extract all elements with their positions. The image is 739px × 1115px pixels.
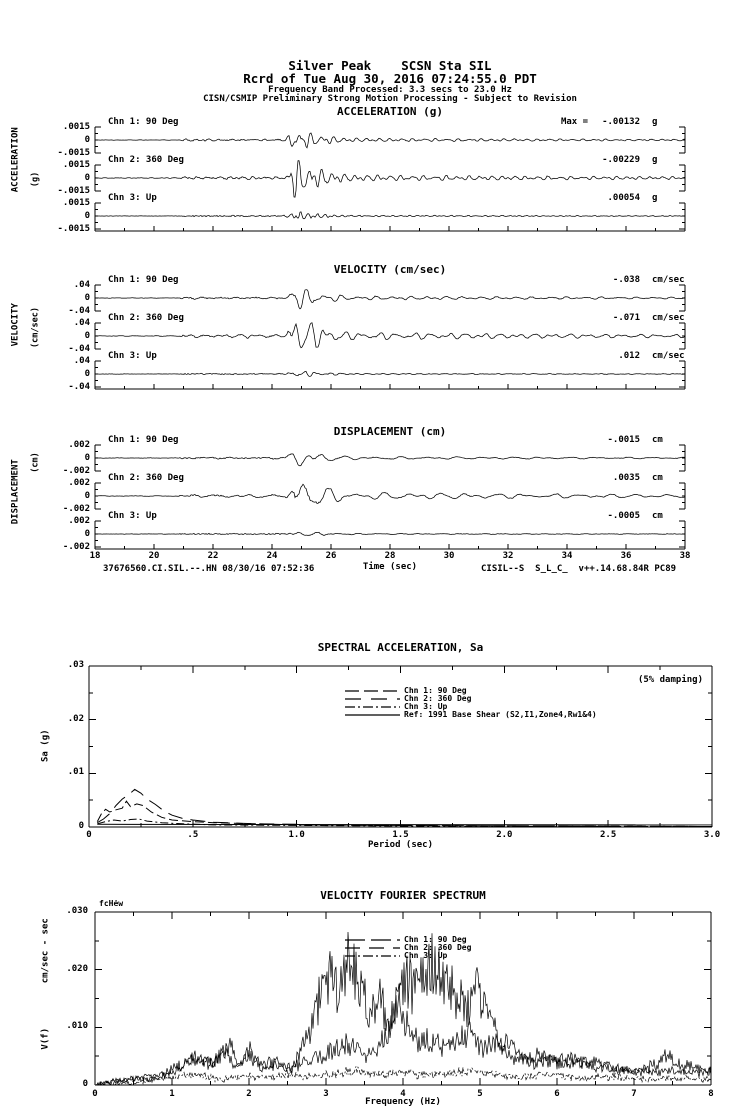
ytick-label: .04 <box>73 318 90 328</box>
ytick-label: .002 <box>68 516 90 526</box>
time-axis-label: Time (sec) <box>362 562 418 572</box>
timeseries-group-title: VELOCITY (cm/sec) <box>333 263 447 276</box>
channel-label: Chn 2: 360 Deg <box>108 313 184 323</box>
max-value <box>470 194 640 203</box>
time-tick-label: 28 <box>384 551 396 561</box>
sa-ytick-label: .02 <box>67 713 84 724</box>
time-tick-label: 22 <box>207 551 219 561</box>
ytick-label: 0 <box>84 211 90 221</box>
waveform-velocity-time-series-ch1 <box>95 290 685 309</box>
max-number: -.0005 <box>607 511 640 521</box>
ytick-label: 0 <box>84 173 90 183</box>
sa-xtick-label: 2.0 <box>496 830 513 840</box>
waveform-velocity-time-series-ch2 <box>95 323 685 348</box>
max-number: -.0015 <box>607 435 640 445</box>
max-unit-label: cm <box>652 473 663 483</box>
sa-xtick-label: 1.0 <box>288 830 305 840</box>
time-tick-label: 18 <box>89 551 101 561</box>
max-value <box>470 156 640 165</box>
fourier-ytick-label: 0 <box>82 1079 88 1089</box>
max-value <box>470 512 640 521</box>
waveform-acceleration-time-series-ch3 <box>95 212 685 219</box>
ytick-label: -.0015 <box>57 186 90 196</box>
waveform-velocity-time-series-ch3 <box>95 371 685 376</box>
waveform-displacement-time-series-ch1 <box>95 454 685 466</box>
sa-xtick-label: 1.5 <box>392 830 409 840</box>
fourier-xtick-label: 8 <box>708 1089 714 1099</box>
timeseries-side-unit-label: (cm/sec) <box>30 306 41 348</box>
time-tick-label: 24 <box>266 551 278 561</box>
time-tick-label: 30 <box>443 551 455 561</box>
timeseries-side-label: ACCELERATION <box>10 127 21 193</box>
waveform-acceleration-time-series-ch1 <box>95 133 685 148</box>
footer-version-id: CISIL--S S_L_C_ v++.14.68.84R PC89 <box>481 564 677 574</box>
ytick-label: -.002 <box>62 542 90 552</box>
ytick-label: -.04 <box>68 306 90 316</box>
sa-legend-label: Ref: 1991 Base Shear (S2,I1,Zone4,Rw1&4) <box>404 710 597 719</box>
ytick-label: -.0015 <box>57 224 90 234</box>
max-number: .0035 <box>612 473 640 483</box>
timeseries-side-unit-label: (g) <box>30 171 41 188</box>
fourier-xtick-label: 3 <box>323 1089 329 1099</box>
ytick-label: .002 <box>68 478 90 488</box>
fourier-ytick-label: .010 <box>66 1021 88 1032</box>
max-unit-label: g <box>652 193 658 203</box>
sa-xtick-label: 0 <box>86 830 92 840</box>
max-number: -.00132 <box>602 117 640 127</box>
ytick-label: -.0015 <box>57 148 90 158</box>
timeseries-side-label: DISPLACEMENT <box>10 459 21 525</box>
ytick-label: .04 <box>73 356 90 366</box>
time-tick-label: 32 <box>502 551 514 561</box>
sa-x-axis-label: Period (sec) <box>367 840 434 850</box>
fourier-ytick-label: .020 <box>66 963 88 974</box>
max-prefix: Max = <box>560 117 589 127</box>
ytick-label: -.002 <box>62 466 90 476</box>
timeseries-group-title: DISPLACEMENT (cm) <box>333 425 447 438</box>
fourier-xtick-label: 5 <box>477 1089 483 1099</box>
fourier-y-axis-units-label: cm/sec - sec <box>40 918 51 984</box>
ytick-label: -.002 <box>62 504 90 514</box>
sa-y-axis-label: Sa (g) <box>40 729 51 762</box>
max-value <box>470 118 640 127</box>
max-unit-label: g <box>652 117 658 127</box>
sa-damping-note: (5% damping) <box>637 675 703 685</box>
time-tick-label: 34 <box>561 551 573 561</box>
header-band-line: Frequency Band Processed: 3.3 secs to 23.0 Hz <box>268 85 512 95</box>
fourier-legend-label: Chn 1: 90 Deg <box>404 935 467 944</box>
sa-ytick-label: .01 <box>67 767 84 778</box>
max-unit-label: cm <box>652 511 663 521</box>
sa-ytick-label: .03 <box>67 660 84 670</box>
max-number: -.00229 <box>602 155 640 165</box>
fourier-y-axis-name-label: V(f) <box>40 1027 51 1050</box>
channel-label: Chn 1: 90 Deg <box>108 117 179 127</box>
max-unit-label: g <box>652 155 658 165</box>
fourier-ytick-label: .030 <box>66 906 88 916</box>
max-value <box>470 352 640 361</box>
header-record-line: Rcrd of Tue Aug 30, 2016 07:24:55.0 PDT <box>243 71 537 86</box>
channel-label: Chn 2: 360 Deg <box>108 155 184 165</box>
time-tick-label: 26 <box>325 551 337 561</box>
timeseries-group-title: ACCELERATION (g) <box>337 105 443 118</box>
fourier-xtick-label: 0 <box>92 1089 98 1099</box>
ytick-label: 0 <box>84 369 90 379</box>
fourier-xtick-label: 2 <box>246 1089 252 1099</box>
sa-curve-4 <box>97 824 712 825</box>
sa-legend-label: Chn 3: Up <box>404 702 448 711</box>
fourier-plot-title: VELOCITY FOURIER SPECTRUM <box>320 889 486 902</box>
header-processing-line: CISN/CSMIP Preliminary Strong Motion Processing - Subject to Revision <box>203 94 577 104</box>
ytick-label: -.04 <box>68 382 90 392</box>
fourier-xtick-label: 7 <box>631 1089 637 1099</box>
ytick-label: .0015 <box>62 122 90 132</box>
time-tick-label: 36 <box>620 551 632 561</box>
timeseries-side-label: VELOCITY <box>10 303 21 347</box>
footer-record-id: 37676560.CI.SIL.--.HN 08/30/16 07:52:36 <box>103 564 315 574</box>
fourier-corner-frequency-label: fcHėw <box>99 899 124 908</box>
sa-plot-title: SPECTRAL ACCELERATION, Sa <box>317 641 484 654</box>
ytick-label: 0 <box>84 529 90 539</box>
timeseries-side-unit-label: (cm) <box>30 452 41 473</box>
waveform-acceleration-time-series-ch2 <box>95 161 685 198</box>
fourier-xtick-label: 4 <box>400 1089 406 1099</box>
sa-xtick-label: 3.0 <box>703 830 721 840</box>
max-unit-label: cm/sec <box>652 351 685 361</box>
max-value <box>470 276 640 285</box>
channel-label: Chn 1: 90 Deg <box>108 275 179 285</box>
sa-ytick-label: 0 <box>78 821 84 831</box>
fourier-curve-2 <box>95 932 711 1085</box>
max-value <box>470 314 640 323</box>
ytick-label: 0 <box>84 331 90 341</box>
max-unit-label: cm/sec <box>652 313 685 323</box>
max-number: .00054 <box>607 193 640 203</box>
max-unit-label: cm/sec <box>652 275 685 285</box>
fourier-x-axis-label: Frequency (Hz) <box>365 1097 441 1107</box>
ytick-label: .0015 <box>62 198 90 208</box>
sa-xtick-label: 2.5 <box>600 830 617 840</box>
max-number: -.071 <box>612 313 640 323</box>
fourier-xtick-label: 1 <box>169 1089 175 1099</box>
ytick-label: 0 <box>84 453 90 463</box>
max-number: .012 <box>618 351 640 361</box>
time-tick-label: 20 <box>148 551 160 561</box>
fourier-xtick-label: 6 <box>554 1089 560 1099</box>
channel-label: Chn 3: Up <box>108 511 157 521</box>
max-number: -.038 <box>612 275 640 285</box>
sa-xtick-label: .5 <box>187 830 199 840</box>
channel-label: Chn 3: Up <box>108 351 157 361</box>
fourier-legend-label: Chn 2: 360 Deg <box>404 943 472 952</box>
ytick-label: 0 <box>84 491 90 501</box>
ytick-label: -.04 <box>68 344 90 354</box>
ytick-label: .04 <box>73 280 90 290</box>
ytick-label: .002 <box>68 440 90 450</box>
ytick-label: 0 <box>84 293 90 303</box>
ytick-label: .0015 <box>62 160 90 170</box>
max-unit-label: cm <box>652 435 663 445</box>
sa-legend-label: Chn 2: 360 Deg <box>404 694 472 703</box>
channel-label: Chn 3: Up <box>108 193 157 203</box>
fourier-legend-label: Chn 3: Up <box>404 951 448 960</box>
channel-label: Chn 2: 360 Deg <box>108 473 184 483</box>
sa-legend-label: Chn 1: 90 Deg <box>404 686 467 695</box>
max-value <box>470 474 640 483</box>
channel-label: Chn 1: 90 Deg <box>108 435 179 445</box>
time-tick-label: 38 <box>679 551 691 561</box>
waveform-displacement-time-series-ch2 <box>95 484 685 503</box>
sa-curve-1 <box>97 801 712 826</box>
max-value <box>470 436 640 445</box>
ytick-label: 0 <box>84 135 90 145</box>
header-station-line: Silver Peak SCSN Sta SIL <box>288 58 492 73</box>
waveform-displacement-time-series-ch3 <box>95 532 685 535</box>
